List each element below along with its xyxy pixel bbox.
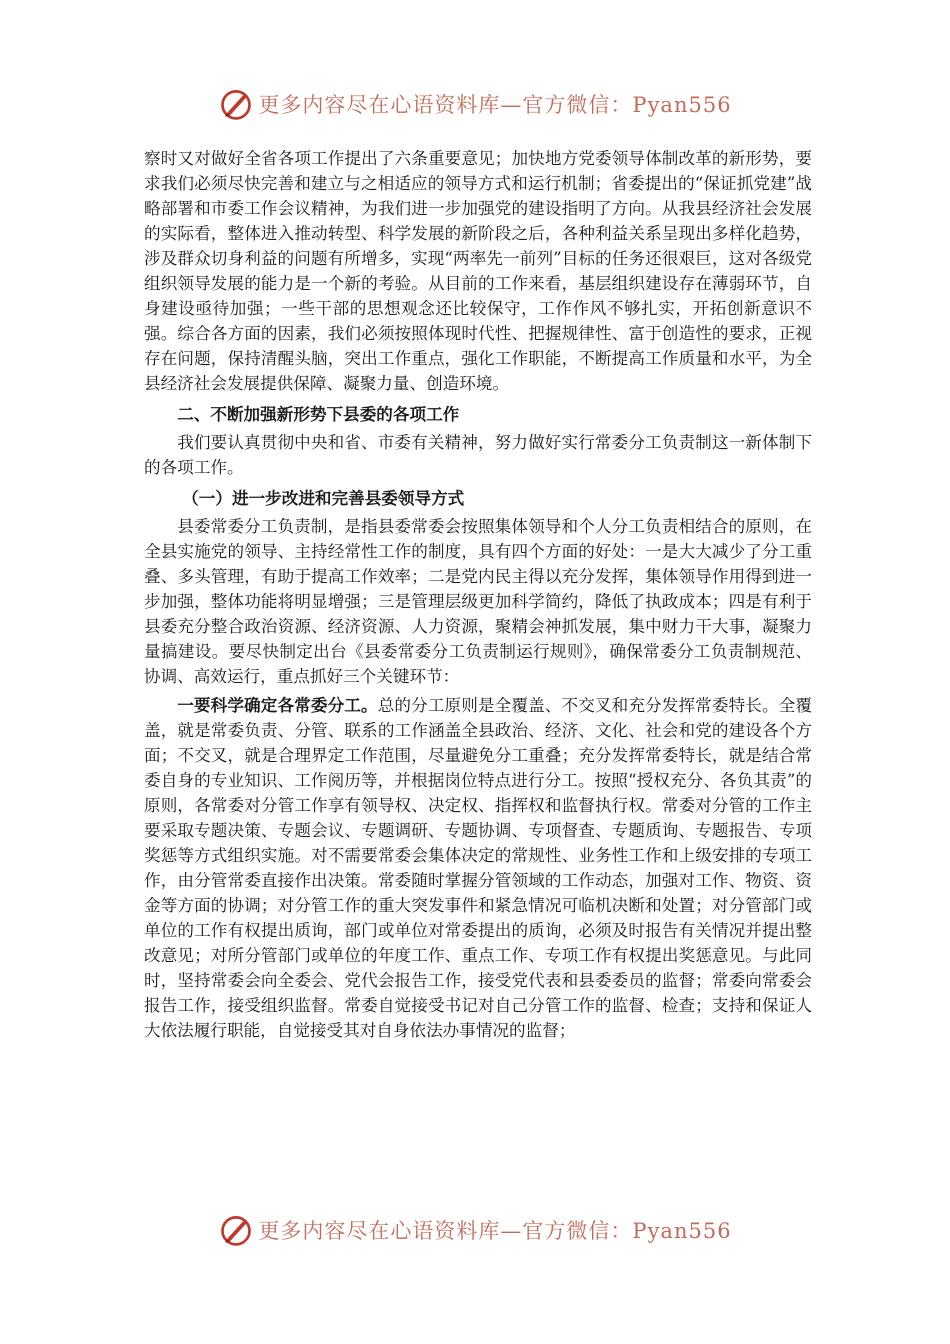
pen-logo-icon bbox=[218, 1212, 254, 1248]
footer-banner bbox=[0, 1210, 950, 1250]
subsection-heading: （一）进一步改进和完善县委领导方式 bbox=[182, 489, 465, 508]
paragraph: 我们要认真贯彻中央和省、市委有关精神，努力做好实行常委分工负责制这一新体制下的各项工作。 bbox=[144, 433, 812, 477]
banner-text: 更多内容尽在心语资料库—官方微信：Pyan556 bbox=[258, 93, 732, 117]
document-body bbox=[144, 146, 812, 1043]
pen-logo-icon bbox=[218, 86, 254, 122]
paragraph-text: 总的分工原则是全覆盖、不交叉和充分发挥常委特长。全覆盖，就是常委负责、分管、联系的工作涵盖全县政治、经济、文化、社会和党的建设各个方面；不交叉，就是合理界定工作范围，尽量避免分工重叠；充分发挥常委特长，就是结合常委自身的专业知识、工作阅历等，并根据岗位特点进行分工。按照“授权充分、各负其责”的原则，各常委对分管工作享有领导权、决定权、指挥权和监督执行权。常委对分管的工作主要采取专题决策、专题会议、专题调研、专题协调、专项督查、专题质询、专题报告、专项奖惩等方式组织实施。对不需要常委会集体决定的常规性、业务性工作和上级安排的专项工作，由分管常委直接作出决策。常委随时掌握分管领域的工作动态，加强对工作、物资、资金等方面的协调；对分管工作的重大突发事件和紧急情况可临机决断和处置；对分管部门或单位的工作有权提出质询，部门或单位对常委提出的质询，必须及时报告有关情况并提出整改意见；对所分管部门或单位的年度工作、重点工作、专项工作有权提出奖惩意见。与此同时，坚持常委会向全委会、党代会报告工作，接受党代表和县委委员的监督；常委向常委会报告工作，接受组织监督。常委自觉接受书记对自己分管工作的监督、检查；支持和保证人大依法履行职能，自觉接受其对自身依法办事情况的监督； bbox=[144, 696, 813, 1040]
banner-text: 更多内容尽在心语资料库—官方微信：Pyan556 bbox=[258, 1219, 732, 1243]
paragraph bbox=[144, 693, 812, 1043]
paragraph-lead: 一要科学确定各常委分工。 bbox=[177, 696, 378, 715]
header-banner bbox=[0, 84, 950, 124]
section-heading: 二、不断加强新形势下县委的各项工作 bbox=[177, 405, 460, 424]
paragraph: 县委常委分工负责制，是指县委常委会按照集体领导和个人分工负责相结合的原则，在全县实施党的领导、主持经常性工作的制度，具有四个方面的好处：一是大大减少了分工重叠、多头管理，有助于提高工作效率；二是党内民主得以充分发挥，集体领导作用得到进一步加强，整体功能将明显增强；三是管理层级更加科学简约，降低了执政成本；四是有利于县委充分整合政治资源、经济资源、人力资源，聚精会神抓发展，集中财力干大事，凝聚力量搞建设。要尽快制定出台《县委常委分工负责制运行规则》，确保常委分工负责制规范、协调、高效运行，重点抓好三个关键环节： bbox=[144, 517, 812, 686]
paragraph: 察时又对做好全省各项工作提出了六条重要意见；加快地方党委领导体制改革的新形势，要求我们必须尽快完善和建立与之相适应的领导方式和运行机制；省委提出的“保证抓党建”战略部署和市委工作会议精神，为我们进一步加强党的建设指明了方向。从我县经济社会发展的实际看，整体进入推动转型、科学发展的新阶段之后，各种利益关系呈现出多样化趋势，涉及群众切身利益的问题有所增多，实现“两率先一前列”目标的任务还很艰巨，这对各级党组织领导发展的能力是一个新的考验。从目前的工作来看，基层组织建设存在薄弱环节，自身建设亟待加强；一些干部的思想观念还比较保守，工作作风不够扎实，开拓创新意识不强。综合各方面的因素，我们必须按照体现时代性、把握规律性、富于创造性的要求，正视存在问题，保持清醒头脑，突出工作重点，强化工作职能，不断提高工作质量和水平，为全县经济社会发展提供保障、凝聚力量、创造环境。 bbox=[144, 149, 812, 393]
